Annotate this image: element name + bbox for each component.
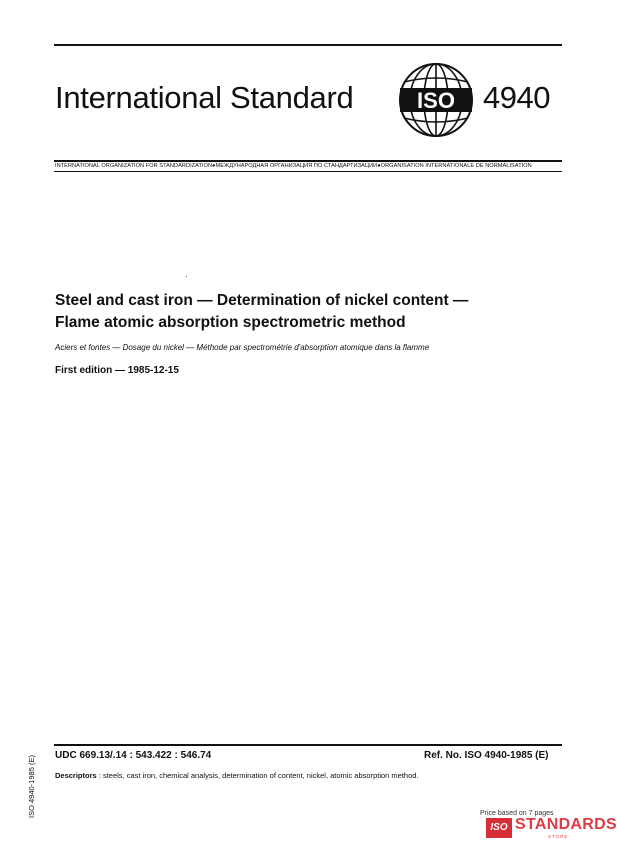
reference-number: Ref. No. ISO 4940-1985 (E) [424,750,549,761]
header-thin-rule [54,171,562,172]
store-wordmark: STANDARDS [515,816,617,833]
iso-standards-store-badge[interactable] [486,816,617,840]
document-title [55,290,468,334]
header-title: International Standard [55,80,354,115]
standard-number: 4940 [483,80,550,115]
udc-code: UDC 669.13/.14 : 543.422 : 546.74 [55,750,212,761]
edition-line: First edition — 1985-12-15 [55,365,179,376]
store-iso-logo: ISO [486,818,512,838]
iso-logo-text: ISO [417,88,455,113]
iso-logo [398,62,474,138]
price-note: Price based on 7 pages [480,810,554,817]
speck [186,276,187,277]
descriptors-label: Descriptors [55,771,97,780]
header-rule [54,160,562,162]
descriptors-text: : steels, cast iron, chemical analysis, determination of content, nickel, atomic absorption method. [96,771,419,780]
document-title-line-2: Flame atomic absorption spectrometric method [55,314,406,331]
store-subtitle: STORE [548,834,569,839]
top-rule [54,44,562,46]
document-title-line-1: Steel and cast iron — Determination of nickel content — [55,292,469,309]
descriptors-line [55,771,419,780]
side-document-code: ISO 4940-1985 (E) [27,755,36,818]
footer-rule [54,744,562,746]
french-title: Aciers et fontes — Dosage du nickel — Méthode par spectrométrie d'absorption atomique dans la flamme [55,343,430,352]
organization-line: INTERNATIONAL ORGANIZATION FOR STANDARDIZATION●МЕЖДУНАРОДНАЯ ОРГАНИЗАЦИЯ ПО СТАНДАРТИЗАЦИИ●ORGANISATION INTERNATIONALE DE NORMALISATION [55,163,532,169]
